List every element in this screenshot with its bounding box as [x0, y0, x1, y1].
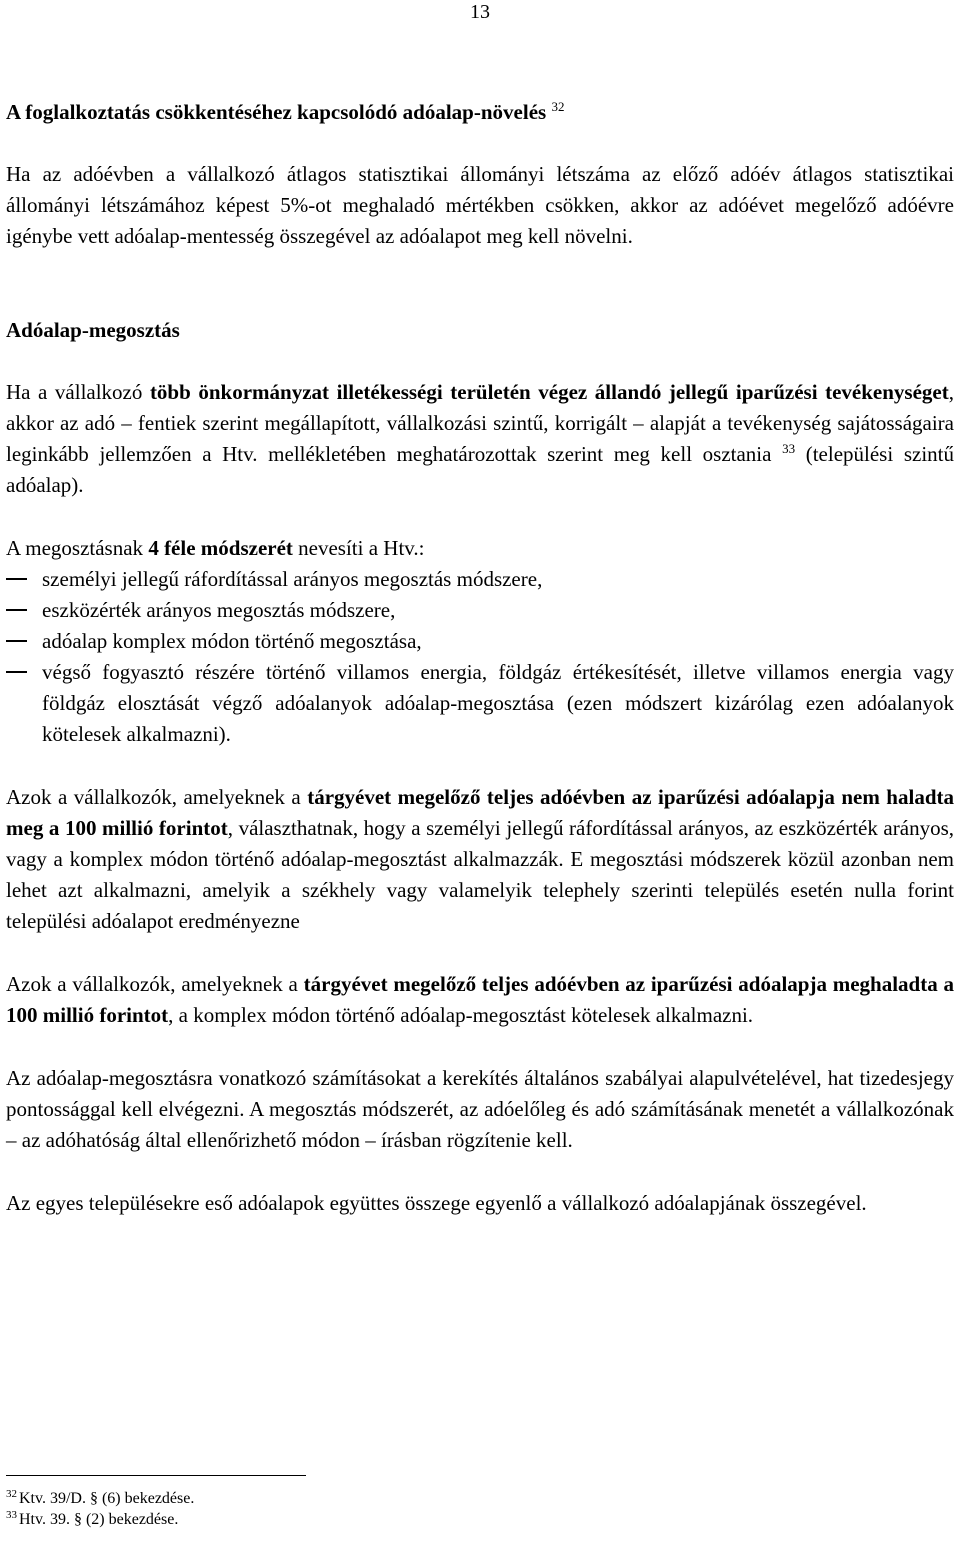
list-item-text: adóalap komplex módon történő megosztása,: [42, 629, 422, 653]
text-run: , a komplex módon történő adóalap-megosztást kötelesek alkalmazni.: [168, 1003, 754, 1027]
paragraph-methods-intro: [6, 533, 954, 564]
bold-run: 4 féle módszerét: [148, 536, 293, 560]
list-item: [6, 657, 954, 750]
list-item-text: eszközérték arányos megosztás módszere,: [42, 598, 396, 622]
paragraph-megosztas-intro: [6, 377, 954, 501]
footnote-33: [6, 1509, 954, 1530]
footnote-ref-32[interactable]: 32: [551, 99, 565, 114]
list-item: [6, 564, 954, 595]
text-run: , választhatnak, hogy a személyi jellegű ráfordítással arányos, az eszközérték arányos, vagy a komplex módon történő adóalap-megosztást alkalmazzák. E megosztási módszerek közül azonban nem lehet azt alkalmazni, amelyik a székhely vagy valamelyik telephely szerinti település esetén nulla forint települési adóalapot eredményezne: [6, 816, 954, 933]
methods-list: [6, 564, 954, 750]
document-body: [6, 97, 954, 1219]
section-heading-adoalap-megosztas: Adóalap-megosztás: [6, 318, 180, 342]
list-item: [6, 626, 954, 657]
footnote-text: Ktv. 39/D. § (6) bekezdése.: [19, 1490, 195, 1507]
paragraph-under-100m: [6, 782, 954, 937]
paragraph-sum: Az egyes településekre eső adóalapok együttes összege egyenlő a vállalkozó adóalapjának összegével.: [6, 1191, 867, 1215]
paragraph-over-100m: [6, 969, 954, 1031]
dash-bullet-icon: [6, 609, 27, 611]
footnote-divider: [6, 1475, 306, 1476]
footnote-ref-33[interactable]: 33: [782, 441, 796, 456]
text-run: Ha a vállalkozó: [6, 380, 150, 404]
footnotes: [6, 1475, 954, 1530]
paragraph-rounding: Az adóalap-megosztásra vonatkozó számításokat a kerekítés általános szabályai alapulvételével, hat tizedesjegy pontossággal kell elvégezni. A megosztás módszerét, az adóelőleg és adó számításának menetét a vállalkozónak – az adóhatóság által ellenőrizhető módon – írásban rögzítenie kell.: [6, 1066, 954, 1152]
section-heading-adoalap-noveles: [6, 97, 954, 128]
footnote-text: Htv. 39. § (2) bekezdése.: [19, 1511, 179, 1528]
page-number: 13: [470, 1, 490, 23]
footnote-number: 33: [6, 1508, 17, 1521]
heading-text: A foglalkoztatás csökkentéséhez kapcsolódó adóalap-növelés: [6, 100, 547, 124]
footnote-number: 32: [6, 1487, 17, 1500]
paragraph-adoalap-noveles: Ha az adóévben a vállalkozó átlagos statisztikai állományi létszáma az előző adóév átlagos statisztikai állományi létszámához képest 5%-ot meghaladó mértékben csökken, akkor az adóévet megelőző adóévre igénybe vett adóalap-mentesség összegével az adóalapot meg kell növelni.: [6, 162, 954, 248]
list-item: [6, 595, 954, 626]
dash-bullet-icon: [6, 578, 27, 580]
bold-run: tárgyévet megelőző teljes adóévben az iparűzési adóalapja meghaladta a 100 millió forintot: [6, 972, 954, 1027]
list-item-text: személyi jellegű ráfordítással arányos megosztás módszere,: [42, 567, 543, 591]
text-run: , akkor az adó – fentiek szerint megállapított, vállalkozási szintű, korrigált – alapját a tevékenység sajátosságaira leginkább jellemzően a Htv. mellékletében meghatározottak szerint meg kell osztania: [6, 380, 954, 466]
text-run: A megosztásnak: [6, 536, 149, 560]
dash-bullet-icon: [6, 640, 27, 642]
bold-run: több önkormányzat illetékességi területén végez állandó jellegű iparűzési tevékenységet: [149, 380, 949, 404]
bold-run: tárgyévet megelőző teljes adóévben az iparűzési adóalapja nem haladta meg a 100 millió forintot: [6, 785, 954, 840]
text-run: Azok a vállalkozók, amelyeknek a: [6, 785, 308, 809]
text-run: nevesíti a Htv.:: [292, 536, 425, 560]
footnote-32: [6, 1488, 954, 1509]
list-item-text: végső fogyasztó részére történő villamos energia, földgáz értékesítését, illetve villamos energia vagy földgáz elosztását végző adóalanyok adóalap-megosztása (ezen módszert kizárólag ezen adóalanyok kötelesek alkalmazni).: [42, 660, 954, 746]
text-run: Azok a vállalkozók, amelyeknek a: [6, 972, 304, 996]
text-run: (települési szintű adóalap).: [6, 442, 954, 497]
dash-bullet-icon: [6, 671, 27, 673]
